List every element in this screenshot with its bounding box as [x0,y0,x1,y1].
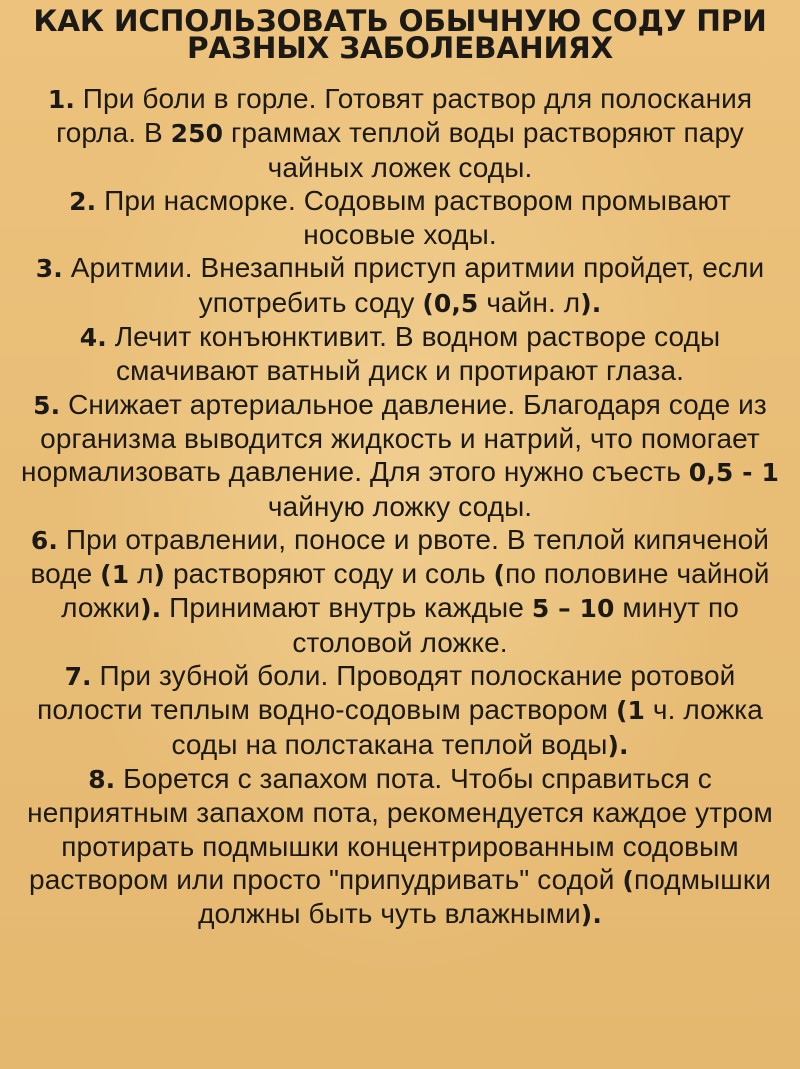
item-bold-text: ( [622,865,634,895]
item-bold-text: ( [493,560,506,590]
title-line-2: РАЗНЫХ ЗАБОЛЕВАНИЯХ [186,31,614,65]
item-bold-text: ) [153,560,166,590]
item-bold-text: 250 [170,119,224,149]
item-text: Борется с запахом пота. Чтобы справиться с неприятным запахом пота, рекомендуется каждое утром протирать подмышки концентрированным содовым раствором или просто "припудривать" содой [27,762,773,895]
item-bold-text: (1 [616,696,646,726]
item-bold-text: (1 [100,560,130,590]
item-text: При насморке. Содовым раствором промывают носовые ходы. [96,184,731,251]
item-number: 4. [79,323,107,353]
item-bold-text: ). [580,288,602,318]
item-text: Лечит конъюнктивит. В водном растворе соды смачивают ватный диск и протирают глаза. [106,321,721,387]
list-item [12,659,788,762]
item-text: л [129,558,154,590]
item-number: 7. [64,662,92,692]
item-text: минут по столовой ложке. [292,592,739,658]
item-text: чайную ложку соды. [267,490,533,522]
item-text: Снижает артериальное давление. Благодаря соде из организма выводится жидкость и натрий, что помогает нормализовать давление. Для этого нужно съесть [21,388,767,488]
item-bold-text: 5 – 10 [531,594,615,624]
item-bold-text: ). [580,900,602,930]
item-text: чайн. л [478,286,581,318]
item-text: ч. ложка соды на полстакана теплой воды [171,694,763,760]
item-number: 5. [33,390,61,420]
item-text: При отравлении, поносе и рвоте. В теплой кипяченой воде [30,523,770,590]
list-item [12,184,788,252]
item-bold-text: (0,5 [422,288,479,318]
list-item [12,523,788,659]
item-number: 2. [69,186,97,216]
item-bold-text: ). [607,730,629,760]
page-title [12,4,788,65]
item-number: 1. [47,85,75,114]
item-text: граммах теплой воды растворяют пару чайных ложек соды. [223,117,744,183]
item-text: по половине чайной ложки [61,558,770,624]
item-number: 3. [35,254,63,284]
list-item [12,762,788,931]
item-text: растворяют соду и соль [165,558,494,590]
item-number: 6. [30,525,59,555]
title-line-1: КАК ИСПОЛЬЗОВАТЬ ОБЫЧНУЮ СОДУ ПРИ [33,4,767,38]
tips-list [12,82,788,931]
item-text: подмышки должны быть чуть влажными [198,863,771,930]
list-item [12,82,788,184]
list-item [12,320,788,388]
list-item [12,251,788,320]
item-bold-text: ). [140,594,162,624]
item-text: Принимают внутрь каждые [161,592,532,624]
item-number: 8. [88,764,116,794]
item-bold-text: 0,5 - 1 [688,458,779,488]
list-item [12,388,788,523]
item-text: При боли в горле. Готовят раствор для полоскания горла. В [56,83,753,149]
item-text: Аритмии. Внезапный приступ аритмии пройдет, если употребить соду [62,252,765,318]
item-text: При зубной боли. Проводят полоскание ротовой полости теплым водно-содовым раствором [37,660,736,726]
